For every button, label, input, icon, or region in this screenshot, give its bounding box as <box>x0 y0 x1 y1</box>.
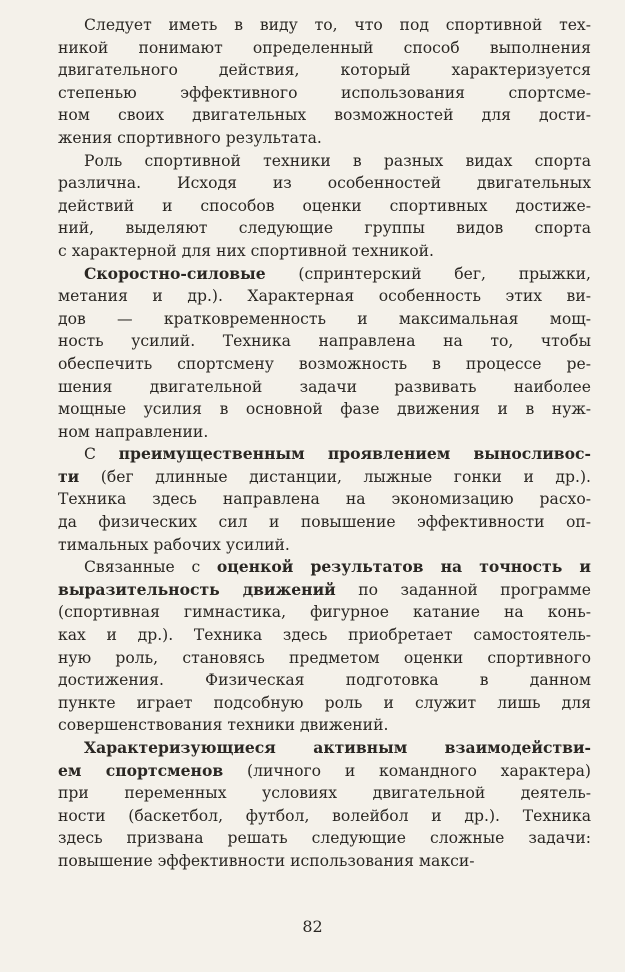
text-line <box>58 172 591 195</box>
text-run: при переменных условиях двигательной деятель- <box>58 784 591 803</box>
text-line <box>58 240 591 263</box>
bold-term: оценкой результатов на точность и <box>216 557 591 577</box>
paragraph <box>58 737 591 873</box>
text-line <box>58 376 591 399</box>
text-line <box>58 150 591 173</box>
text-run: тимальных рабочих усилий. <box>58 535 290 554</box>
text-run: ность усилий. Техника направлена на то, чтобы <box>58 332 591 351</box>
text-run: (спортивная гимнастика, фигурное катание на конь- <box>58 603 591 622</box>
text-run: по заданной программе <box>335 580 591 599</box>
text-line <box>58 82 591 105</box>
text-run: Роль спортивной техники в разных видах спорта <box>84 151 591 170</box>
paragraph <box>58 556 591 737</box>
text-line <box>58 556 591 579</box>
text-run: здесь призвана решать следующие сложные задачи: <box>58 829 591 848</box>
text-line <box>58 421 591 444</box>
text-line <box>58 782 591 805</box>
text-run: метания и др.). Характерная особенность этих ви- <box>58 287 591 306</box>
text-body <box>58 14 591 873</box>
text-line <box>58 805 591 828</box>
text-line <box>58 285 591 308</box>
bold-term: преимущественным проявлением выносливос- <box>118 444 591 464</box>
text-run: Следует иметь в виду то, что под спортивной тех- <box>84 16 591 34</box>
text-run: ности (баскетбол, футбол, волейбол и др.). Техника <box>58 806 591 825</box>
text-line <box>58 308 591 331</box>
text-run: ках и др.). Техника здесь приобретает самостоятель- <box>58 626 591 645</box>
text-run: с характерной для них спортивной техникой. <box>58 241 434 260</box>
text-run: ном направлении. <box>58 422 209 441</box>
text-line <box>58 692 591 715</box>
text-run: степенью эффективного использования спортсме- <box>58 83 591 102</box>
text-line <box>58 14 591 37</box>
text-line <box>58 669 591 692</box>
bold-term: Характеризующиеся активным взаимодействи- <box>84 738 591 757</box>
text-run: С <box>84 445 119 464</box>
text-line <box>58 195 591 218</box>
text-run: Связанные с <box>84 558 217 577</box>
text-line <box>58 217 591 240</box>
text-run: Техника здесь направлена на экономизацию расхо- <box>58 490 591 509</box>
bold-term: выразительность движений <box>58 579 336 599</box>
text-line <box>58 443 591 466</box>
text-run: (бег длинные дистанции, лыжные гонки и др.). <box>79 467 591 486</box>
paragraph <box>58 150 591 263</box>
text-line <box>58 59 591 82</box>
text-line <box>58 579 591 602</box>
text-line <box>58 624 591 647</box>
text-run: жения спортивного результата. <box>58 128 322 147</box>
text-run: дов — кратковременность и максимальная мощ- <box>58 309 591 328</box>
paragraph <box>58 443 591 556</box>
page-number: 82 <box>302 917 323 936</box>
paragraph <box>58 263 591 444</box>
text-run: никой понимают определенный способ выполнения <box>58 38 591 57</box>
text-run: мощные усилия в основной фазе движения и в нуж- <box>58 400 591 419</box>
text-run: ную роль, становясь предметом оценки спортивного <box>58 648 591 667</box>
text-line <box>58 263 591 286</box>
text-line <box>58 511 591 534</box>
paragraph <box>58 14 591 150</box>
text-run: (личного и командного характера) <box>223 761 592 780</box>
text-line <box>58 398 591 421</box>
text-run: ний, выделяют следующие группы видов спорта <box>58 219 591 238</box>
text-run: действий и способов оценки спортивных достиже- <box>58 196 591 215</box>
text-line <box>58 714 591 737</box>
text-line <box>58 601 591 624</box>
text-run: совершенствования техники движений. <box>58 716 389 735</box>
text-run: повышение эффективности использования макси- <box>58 851 475 870</box>
text-run: обеспечить спортсмену возможность в процессе ре- <box>58 354 591 373</box>
text-line <box>58 353 591 376</box>
text-line <box>58 330 591 353</box>
text-line <box>58 760 591 783</box>
text-line <box>58 466 591 489</box>
text-run: да физических сил и повышение эффективности оп- <box>58 513 591 532</box>
bold-term: ти <box>58 466 80 486</box>
text-line <box>58 737 591 760</box>
text-line <box>58 104 591 127</box>
text-line <box>58 534 591 557</box>
text-line <box>58 827 591 850</box>
text-run: (спринтерский бег, прыжки, <box>265 264 591 283</box>
text-run: достижения. Физическая подготовка в данном <box>58 671 591 690</box>
text-run: пункте играет подсобную роль и служит лишь для <box>58 693 591 712</box>
bold-term: Скоростно-силовые <box>84 263 266 283</box>
text-line <box>58 850 591 873</box>
text-run: различна. Исходя из особенностей двигательных <box>58 174 591 193</box>
text-run: шения двигательной задачи развивать наиболее <box>58 377 591 396</box>
text-line <box>58 127 591 150</box>
text-run: ном своих двигательных возможностей для дости- <box>58 106 591 125</box>
text-line <box>58 488 591 511</box>
text-line <box>58 37 591 60</box>
bold-term: ем спортсменов <box>58 760 224 780</box>
text-run: двигательного действия, который характеризуется <box>58 61 591 80</box>
text-line <box>58 647 591 670</box>
